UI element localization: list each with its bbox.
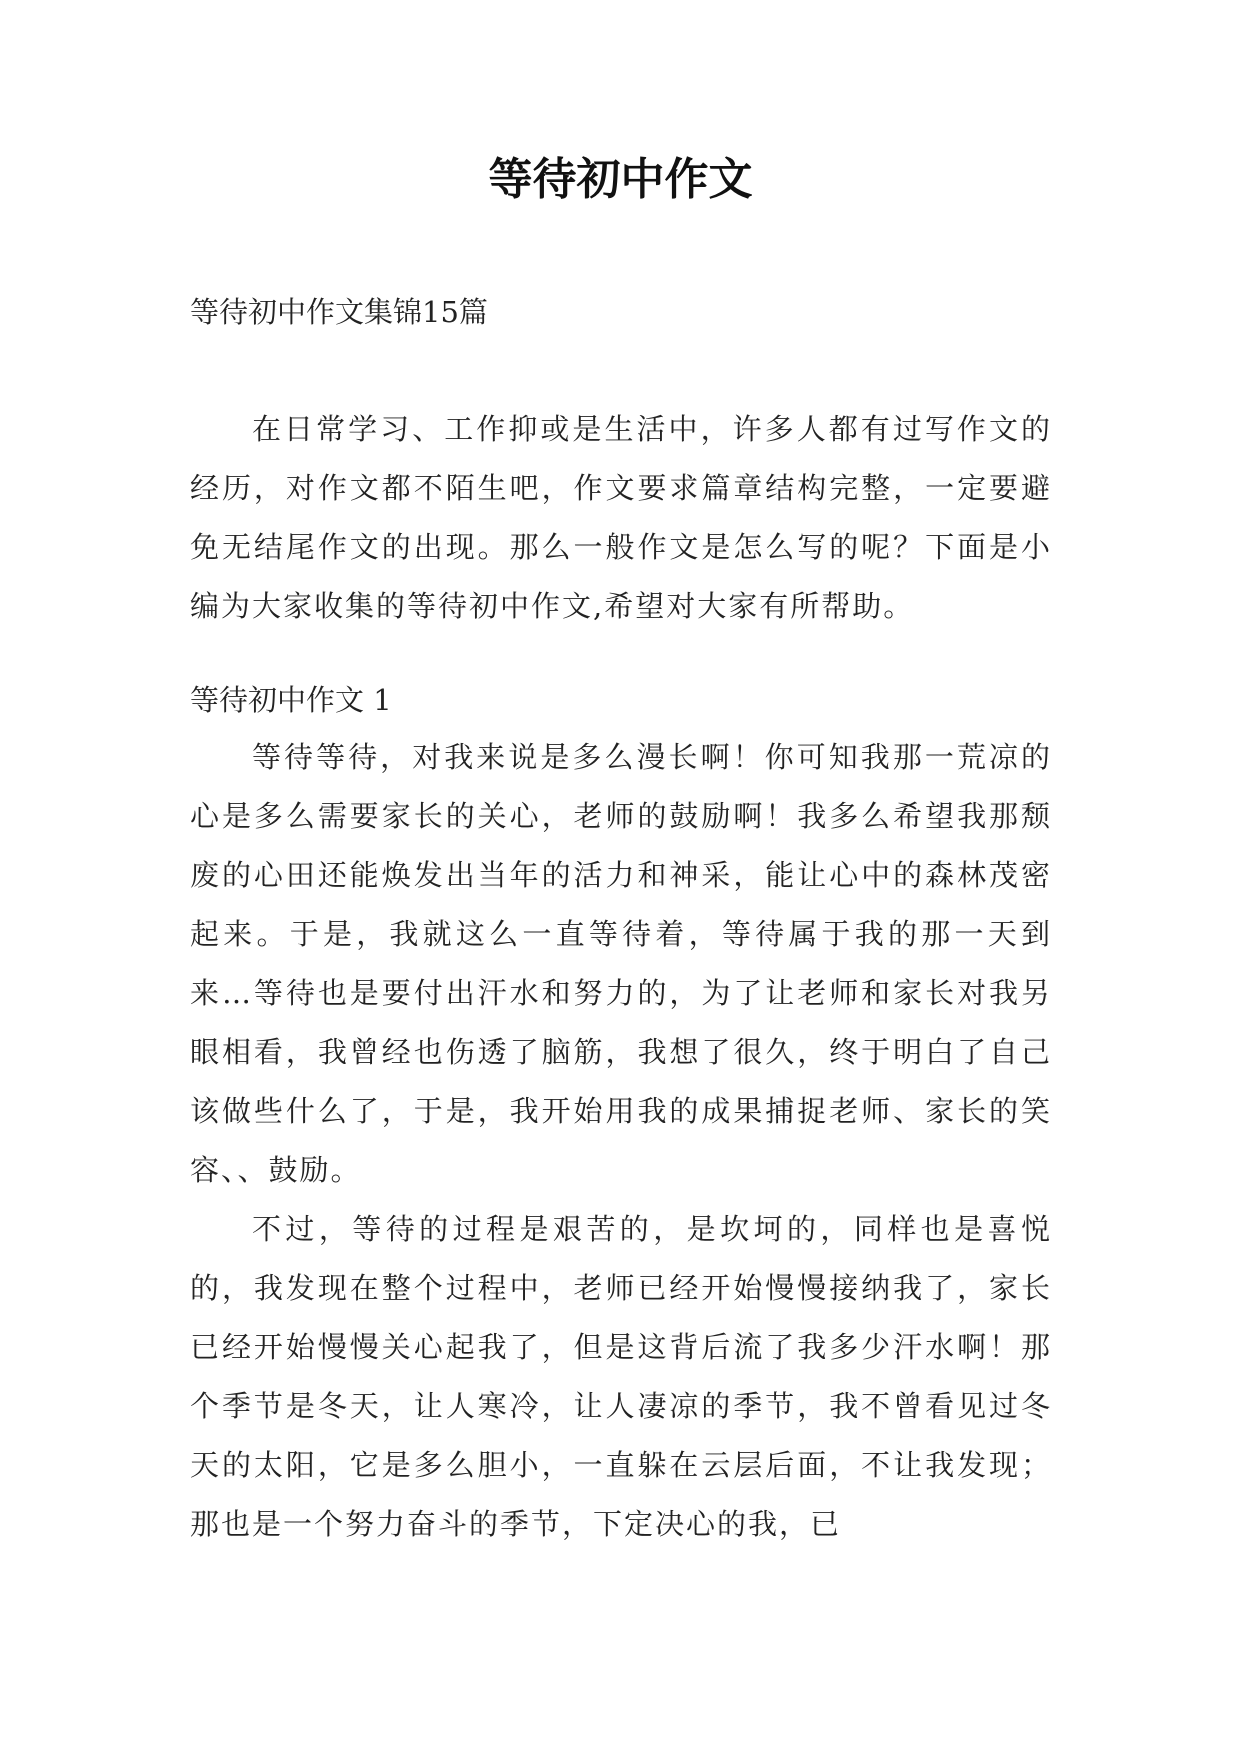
body-paragraph: 不过，等待的过程是艰苦的，是坎坷的，同样也是喜悦的，我发现在整个过程中，老师已经开始慢慢接纳我了，家长已经开始慢慢关心起我了，但是这背后流了我多少汗水啊！那个季节是冬天，让人寒冷，让人凄凉的季节，我不曾看见过冬天的太阳，它是多么胆小，一直躲在云层后面，不让我发现；那也是一个努力奋斗的季节，下定决心的我，已	[190, 1212, 1052, 1541]
document-body	[190, 292, 1052, 1554]
document-title: 等待初中作文	[488, 154, 753, 205]
body-paragraph: 等待等待，对我来说是多么漫长啊！你可知我那一荒凉的心是多么需要家长的关心，老师的鼓励啊！我多么希望我那颓废的心田还能焕发出当年的活力和神采，能让心中的森林茂密起来。于是，我就这么一直等待着，等待属于我的那一天到来…等待也是要付出汗水和努力的，为了让老师和家长对我另眼相看，我曾经也伤透了脑筋，我想了很久，终于明白了自己该做些什么了，于是，我开始用我的成果捕捉老师、家长的笑容、、鼓励。	[190, 740, 1052, 1187]
document-subtitle: 等待初中作文集锦15篇	[190, 295, 488, 329]
intro-paragraph: 在日常学习、工作抑或是生活中，许多人都有过写作文的经历，对作文都不陌生吧，作文要求篇章结构完整，一定要避免无结尾作文的出现。那么一般作文是怎么写的呢？下面是小编为大家收集的等待初中作文,希望对大家有所帮助。	[190, 412, 1052, 623]
section-heading: 等待初中作文 1	[190, 683, 392, 717]
